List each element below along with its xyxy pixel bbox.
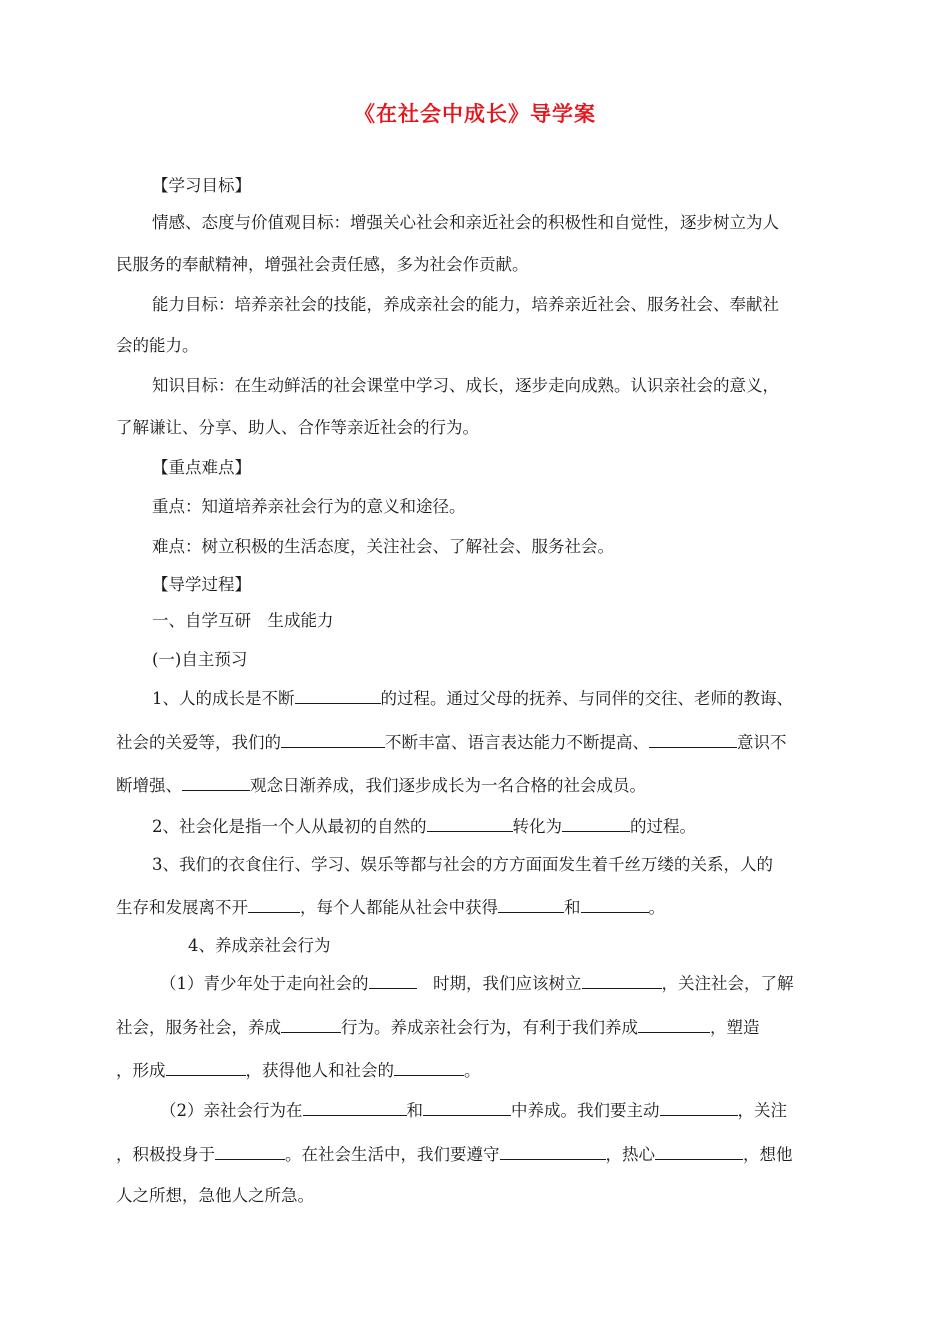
blank[interactable] <box>562 816 630 832</box>
blank[interactable] <box>582 973 662 989</box>
heading-process: 【导学过程】 <box>152 575 251 594</box>
blank[interactable] <box>394 1060 464 1076</box>
part-1-line1: （1）青少年处于走向社会的 时期，我们应该树立 ，关注社会，了解 <box>160 974 794 993</box>
blank[interactable] <box>215 1144 285 1160</box>
blank[interactable] <box>660 1100 738 1116</box>
key-point: 重点：知道培养亲社会行为的意义和途径。 <box>152 497 466 516</box>
question-1-line1: 1、人的成长是不断 的过程。通过父母的抚养、与同伴的交往、老师的教诲、 <box>152 689 793 708</box>
difficult-point: 难点：树立积极的生活态度，关注社会、了解社会、服务社会。 <box>152 537 614 556</box>
goal-knowledge-line1: 知识目标：在生动鲜活的社会课堂中学习、成长，逐步走向成熟。认识亲社会的意义， <box>152 376 779 395</box>
heading-key-points: 【重点难点】 <box>152 458 251 477</box>
page-title: 《在社会中成长》导学案 <box>354 102 596 126</box>
blank[interactable] <box>655 1144 743 1160</box>
goal-emotion-line2: 民服务的奉献精神，增强社会责任感，多为社会作贡献。 <box>116 255 529 274</box>
blank[interactable] <box>369 973 417 989</box>
blank[interactable] <box>581 897 649 913</box>
heading-goals: 【学习目标】 <box>152 176 251 195</box>
part-2-line3: 人之所想，急他人之所急。 <box>116 1186 314 1205</box>
question-3-line2: 生存和发展离不开 ，每个人都能从社会中获得 和 。 <box>116 898 665 917</box>
blank[interactable] <box>295 688 381 704</box>
question-2: 2、社会化是指一个人从最初的自然的 转化为 的过程。 <box>152 817 696 836</box>
goal-emotion-line1: 情感、态度与价值观目标：增强关心社会和亲近社会的积极性和自觉性，逐步树立为人 <box>152 213 779 232</box>
question-1-line2: 社会的关爱等，我们的 不断丰富、语言表达能力不断提高、 意识不 <box>116 733 787 752</box>
goal-ability-line2: 会的能力。 <box>116 336 199 355</box>
blank[interactable] <box>281 1017 341 1033</box>
blank[interactable] <box>638 1017 710 1033</box>
part-1-line3: ，形成 ，获得他人和社会的 。 <box>116 1061 481 1080</box>
section-one-title: 一、自学互研 生成能力 <box>152 611 334 630</box>
question-1-line3: 断增强、 观念日渐养成，我们逐步成长为一名合格的社会成员。 <box>116 776 646 795</box>
blank[interactable] <box>423 1100 511 1116</box>
part-2-line1: （2）亲社会行为在 和 中养成。我们要主动 ，关注 <box>160 1101 787 1120</box>
goal-ability-line1: 能力目标：培养亲社会的技能，养成亲社会的能力，培养亲近社会、服务社会、奉献社 <box>152 295 779 314</box>
question-3-line1: 3、我们的衣食住行、学习、娱乐等都与社会的方方面面发生着千丝万缕的关系，人的 <box>152 855 773 874</box>
blank[interactable] <box>182 775 250 791</box>
blank[interactable] <box>427 816 513 832</box>
blank[interactable] <box>649 732 737 748</box>
blank[interactable] <box>303 1100 407 1116</box>
part-2-line2: ，积极投身于 。在社会生活中，我们要遵守 ，热心 ，想他 <box>116 1145 793 1164</box>
blank[interactable] <box>500 1144 606 1160</box>
blank[interactable] <box>248 897 300 913</box>
blank[interactable] <box>166 1060 246 1076</box>
blank[interactable] <box>498 897 564 913</box>
question-4-title: 4、养成亲社会行为 <box>188 936 331 955</box>
goal-knowledge-line2: 了解谦让、分享、助人、合作等亲近社会的行为。 <box>116 418 479 437</box>
blank[interactable] <box>281 732 385 748</box>
part-1-line2: 社会，服务社会，养成 行为。养成亲社会行为，有利于我们养成 ，塑造 <box>116 1018 760 1037</box>
subsection-preview-title: (一)自主预习 <box>152 650 248 669</box>
